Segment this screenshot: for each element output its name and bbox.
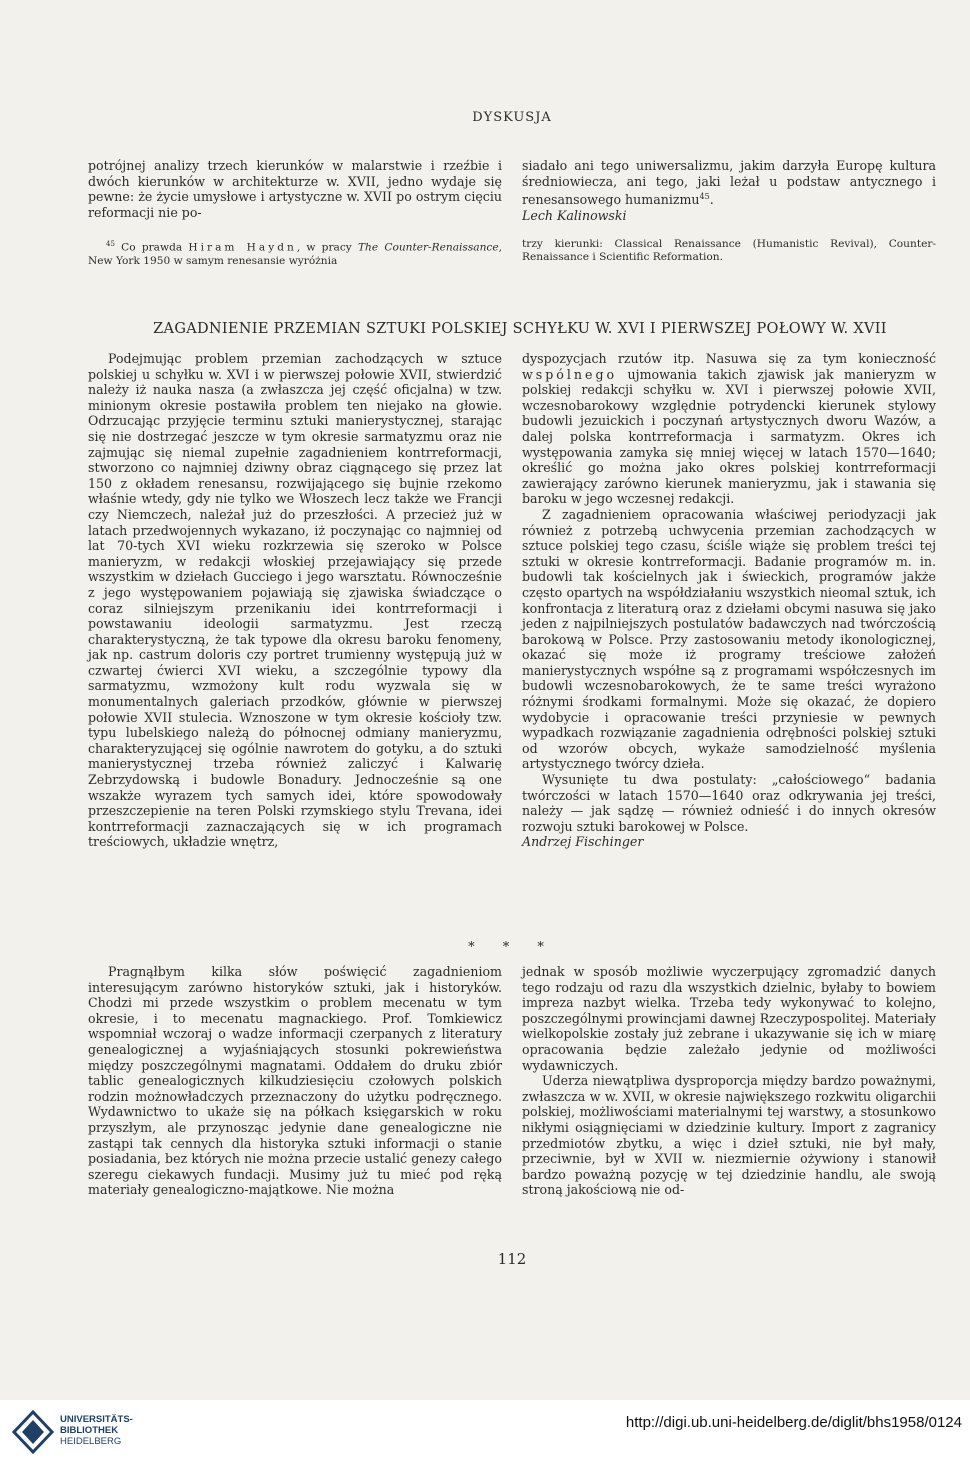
university-library-logo-icon — [12, 1410, 54, 1454]
section-title: ZAGADNIENIE PRZEMIAN SZTUKI POLSKIEJ SCHYŁKU W. XVI I PIERWSZEJ POŁOWY W. XVII — [153, 321, 887, 337]
top-left-column — [88, 158, 502, 220]
footnote-text1: , w pracy — [296, 241, 352, 254]
emphasis-spaced: wspólnego — [522, 366, 618, 382]
footnote-left — [88, 238, 502, 268]
bottom-left-column — [88, 964, 502, 1198]
top-right-paragraph: siadało ani tego uniwersalizmu, jakim darzyła Europę kultura średniowiecza, ani tego, jaki leżał u podstaw antycznego i renesansowego humanizmu$^{45}$. — [522, 158, 936, 208]
bottom-right-paragraph-2: Uderza niewątpliwa dysproporcja między bardzo poważnymi, zwłaszcza w w. XVII, w okresie największego rozkwitu oligarchii polskiej, możliwościami materialnymi tej warstwy, a stosunkowo nikłymi osiągnięciami w dziedzinie kultury. Import z zagranicy przedmiotów zbytku, a więc i dzieł sztuki, nie był mały, przeciwnie, był w XVII w. niezmiernie ożywiony i stanowił bardzo poważną pozycję w tej dziedzinie handlu, ale swoją stroną jakościową nie od- — [522, 1073, 936, 1198]
running-title: DYSKUSJA — [472, 110, 552, 125]
library-line-2: BIBLIOTHEK — [60, 1425, 119, 1436]
footnote-number: 45 — [106, 240, 115, 248]
para-text: ujmowania takich zjawisk jak manieryzm w polskiej redakcji schyłku w. XVI i pierwszej połowie XVII, wczesnobarokowy względnie potrydencki kierunek stylowy budowli jezuickich i poczynań artystycznych dworu Wazów, a dalej polska kontrreformacja i sarmatyzm. Okres ich występowania zamyka się mniej więcej w latach 1570—1640; określić go można jako okres polskiej kontrreformacji zawierający zarówno kierunek manieryzmu, jak i stawania się baroku w jego wczesnej redakcji. — [522, 366, 936, 507]
footnote-right — [522, 238, 936, 264]
footnote-author: Hiram Haydn — [188, 241, 297, 254]
library-name — [60, 1414, 133, 1447]
section-right-column — [522, 351, 936, 850]
bottom-right-paragraph-1: jednak w sposób możliwie wyczerpujący zgromadzić danych tego rodzaju od razu dla wszystkich dzielnic, byłaby to bowiem impreza nazbyt wielka. Trzeba tedy wykonywać to kolejno, poszczególnymi prowincjami dawnej Rzeczypospolitej. Materiały wielkopolskie zostały już zebrane i ukazywanie się ich w miarę opracowania będzie zależało jedynie od możliwości wydawniczych. — [522, 964, 936, 1073]
signature-fischinger: Andrzej Fischinger — [522, 834, 644, 850]
section-left-paragraph: Podejmując problem przemian zachodzących w sztuce polskiej u schyłku w. XVI i w pierwszej połowie XVII, stwierdzić należy iż nauka nasza (a zwłaszcza jej część oficjalna) w tzw. minionym okresie postawiła problem ten niejako na głowie. Odrzucając przyjęcie terminu sztuki manierystycznej, starając się nie dostrzegać jeszcze w tym okresie sarmatyzmu oraz nie zajmując się niemal zupełnie zagadnieniem kontrreformacji, stworzono co najmniej dziwny obraz ciągnącego się przez lat 150 z okładem renesansu, rozwijającego się bujnie rzekomo właśnie wtedy, gdy nie tylko we Włoszech lecz także we Francji czy Niemczech, należał już do przeszłości. A przecież już w latach przedwojennych wykazano, iż poczynając co najmniej od lat 70-tych XVI wieku rozkrzewia się szeroko w Polsce manieryzm, w redakcji włoskiej przejawiający się przede wszystkim w dziełach Gucciego i jego warsztatu. Równocześnie z jego występowaniem pojawiają się zjawiska świadczące o coraz silniejszym przenikaniu idei kontrreformacji i powstawaniu ideologii sarmatyzmu. Jest rzeczą charakterystyczną, że tak typowe dla okresu baroku fenomeny, jak np. castrum doloris czy portret trumienny występują już w czwartej ćwierci XVI wieku, a szczególnie typowy dla sarmatyzmu, wzmożony kult rodu wyzwala się w monumentalnych galeriach przodków, głównie w pierwszej połowie XVII stulecia. Wznoszone w tym okresie kościoły tzw. typu lubelskiego należą do północnej odmiany manieryzmu, charakteryzującej się ogólnie nawrotem do gotyku, a do sztuki manierystycznej trzeba również zaliczyć i Kalwarię Zebrzydowską i budowle Bonadury. Jednocześnie są one wszakże wyrazem tych samych idei, które spowodowały przeszczepienie na teren Polski rzymskiego stylu Trevana, idei kontrreformacji zaznaczających się w ich programach treściowych, układzie wnętrz, — [88, 351, 502, 850]
bottom-left-paragraph: Pragnąłbym kilka słów poświęcić zagadnieniom interesującym zarówno historyków sztuki, jak i historyków. Chodzi mi przede wszystkim o problem mecenatu w tym okresie, i to mecenatu magnackiego. Prof. Tomkiewicz wspomniał wczoraj o wadze informacji czerpanych z literatury genealogicznej a wyjaśniających stosunki pokrewieństwa między poszczególnymi magnatami. Oddałem do druku zbiór tablic genealogicznych kilkudziesięciu czołowych polskich rodzin możnowładczych przeznaczony do użytku podręcznego. Wydawnictwo to ukaże się na półkach księgarskich w roku przyszłym, ale przynosząc jedynie dane genealogiczne nie zastąpi tak cennych dla historyka sztuki informacji o stanie posiadania, bez których nie można przecie ustalić genezy całego szeregu ciekawych fundacji. Musimy już tu mieć pod ręką materiały genealogiczno-majątkowe. Nie można — [88, 964, 502, 1198]
para-text: dyspozycjach rzutów itp. Nasuwa się za tym konieczność — [522, 351, 936, 366]
asterism-divider: * * * — [468, 940, 556, 955]
footnote-continuation: trzy kierunki: Classical Renaissance (Humanistic Revival), Counter-Renaissance i Scientific Reformation. — [522, 238, 936, 263]
footnote-text2: , New York 1950 w samym renesansie wyróżnia — [88, 241, 502, 267]
section-right-paragraph-1 — [522, 351, 936, 507]
section-left-column — [88, 351, 502, 850]
library-line-1: UNIVERSITÄTS- — [60, 1414, 133, 1425]
bottom-right-column — [522, 964, 936, 1198]
footer-bar — [0, 1400, 970, 1465]
library-line-3: HEIDELBERG — [60, 1436, 122, 1447]
footnote-lead: Co prawda — [121, 241, 183, 254]
signature-kalinowski: Lech Kalinowski — [522, 207, 627, 223]
page-number: 112 — [497, 1250, 527, 1268]
top-right-text: siadało ani tego uniwersalizmu, jakim darzyła Europę kultura średniowiecza, ani tego, jaki leżał u podstaw antycznego i renesansowego humanizmu — [522, 158, 936, 208]
top-right-column — [522, 158, 936, 224]
footnote-ref: 45 — [699, 192, 710, 202]
section-right-paragraph-3: Wysunięte tu dwa postulaty: „całościowego“ badania twórczości w latach 1570—1640 oraz odkrywania jej treści, należy — jak sądzę — również odnieść i do innych okresów rozwoju sztuki barokowej w Polsce. — [522, 772, 936, 834]
section-right-paragraph-2: Z zagadnieniem opracowania właściwej periodyzacji jak również z potrzebą uchwycenia przemian zachodzących w sztuce polskiej tego czasu, ściśle wiąże się problem treści tej sztuki w okresie kontrreformacji. Badanie programów m. in. budowli tak kościelnych jak i świeckich, programów jakże często opartych na współdziałaniu wszystkich nieomal sztuk, ich konfrontacja z literaturą oraz z dziełami obcymi nasuwa się jako jeden z najpilniejszych postulatów badawczych nad twórczością barokową w Polsce. Przy zastosowaniu metody ikonologicznej, okazać się może iż programy treściowe założeń manierystycznych współne są z programami współczesnych im budowli wczesnobarokowych, że te same treści wyrażono różnymi środkami formalnymi. Może się okazać, że dopiero wydobycie i opracowanie treści przyniesie w pewnych wypadkach rozwiązanie zagadnienia odrębności polskiej sztuki od wzorów obcych, wykaże samodzielność myślenia artystycznego twórcy dzieła. — [522, 506, 936, 772]
permalink-url[interactable]: http://digi.ub.uni-heidelberg.de/diglit/bhs1958/0124 — [625, 1414, 962, 1431]
footnote-45 — [88, 238, 502, 268]
footnote-work: The Counter-Renaissance — [357, 241, 499, 254]
top-left-text: potrójnej analizy trzech kierunków w malarstwie i rzeźbie i dwóch kierunków w architekturze w. XVII, jedno wydaje się pewne: że życie umysłowe i artystyczne w. XVII po ostrym cięciu reformacji nie po- — [88, 158, 502, 220]
